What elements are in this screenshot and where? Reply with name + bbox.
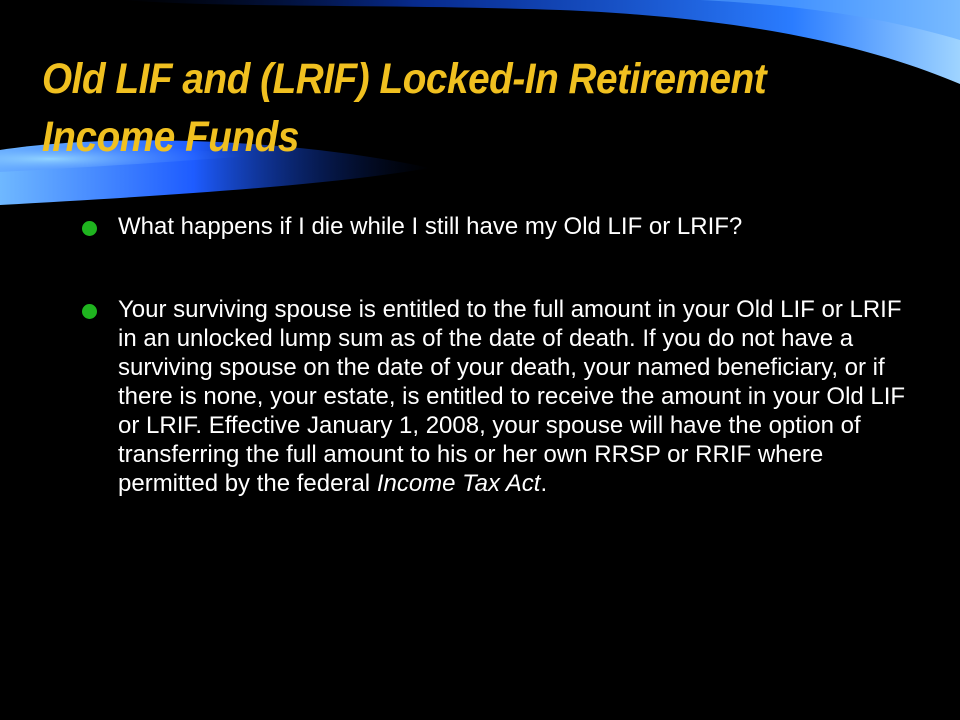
bullet-text xyxy=(118,296,905,497)
bullet-dot-icon xyxy=(82,304,97,319)
bullet-text: What happens if I die while I still have my Old LIF or LRIF? xyxy=(118,213,743,240)
answer-body: Your surviving spouse is entitled to the full amount in your Old LIF or LRIF in an unlocked lump sum as of the date of death. If you do not have a surviving spouse on the date of your death, your named beneficiary, or if there is none, your estate, is entitled to receive the amount in your Old LIF or LRIF. Effective January 1, 2008, your spouse will have the option of transferring the full amount to his or her own RRSP or RRIF where permitted by the federal xyxy=(118,296,906,497)
bullet-item-question xyxy=(82,212,912,241)
act-name: Income Tax Act xyxy=(376,470,541,497)
answer-end: . xyxy=(540,470,548,497)
bullet-list xyxy=(82,212,912,498)
slide-title: Old LIF and (LRIF) Locked-In Retirement Income Funds xyxy=(42,55,767,161)
bullet-dot-icon xyxy=(82,221,97,236)
bullet-item-answer xyxy=(82,295,912,498)
